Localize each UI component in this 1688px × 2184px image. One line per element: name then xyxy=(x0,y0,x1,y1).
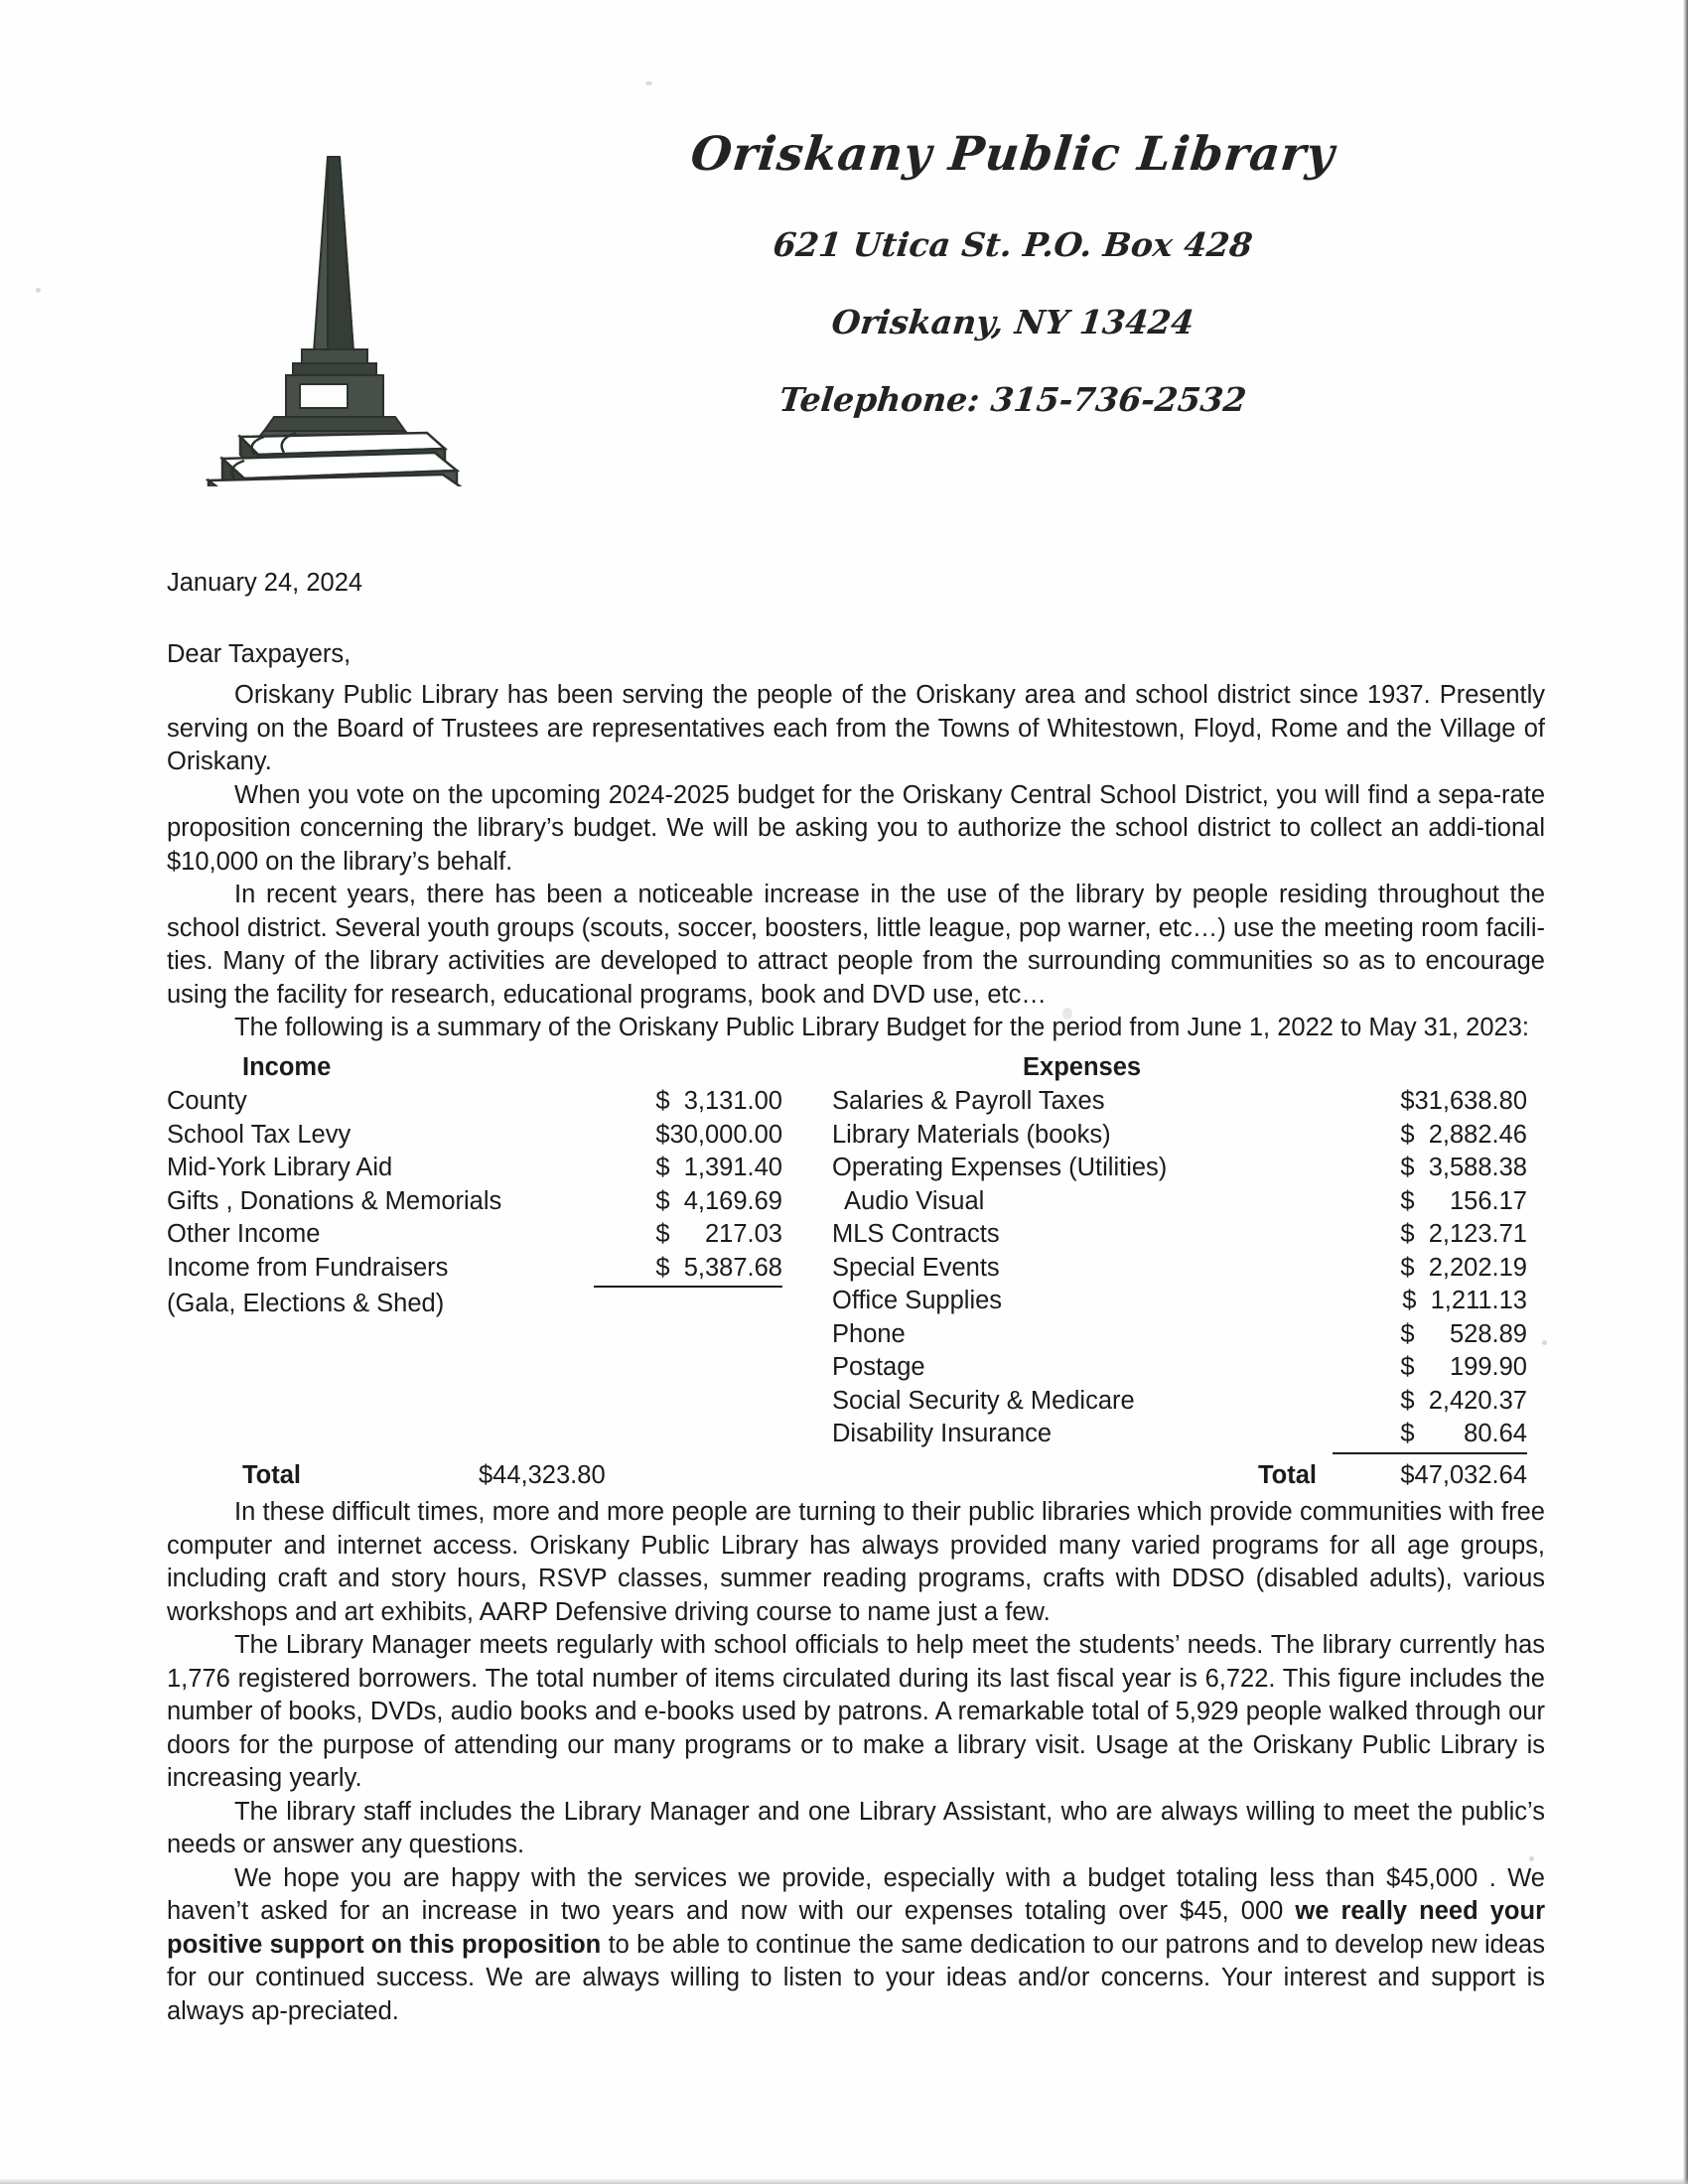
expense-amount: $ 2,882.46 xyxy=(1400,1120,1527,1149)
table-row xyxy=(832,1252,1527,1286)
table-row xyxy=(832,1085,1527,1119)
income-label: Income from Fundraisers xyxy=(167,1253,449,1282)
paragraph-budget-intro: The following is a summary of the Oriskany Public Library Budget for the period from June 1, 2022 to May 31, 2023: xyxy=(234,1014,1529,1041)
budget-summary-table xyxy=(167,1051,1545,1493)
income-label: School Tax Levy xyxy=(167,1120,352,1149)
paragraph-staff: The library staff includes the Library Manager and one Library Assistant, who are always willing to meet the public’s needs or answer any questions. xyxy=(167,1797,1545,1858)
telephone: Telephone: 315-736-2532 xyxy=(776,379,1249,419)
paragraph-usage: In recent years, there has been a noticeable increase in the use of the library by people residing throughout the school district. Several youth groups (scouts, soccer, boosters, little league, pop warner, etc…) use the meeting room facili-ties. Many of the library activities are developed to attract people from the surrounding communities so as to encourage using the facility for research, educational programs, book and DVD use, etc… xyxy=(167,881,1545,1009)
expense-amount: $ 1,211.13 xyxy=(1402,1287,1527,1314)
income-amount: $ 5,387.68 xyxy=(594,1252,782,1289)
expense-label: Office Supplies xyxy=(832,1287,1003,1314)
expense-total-amount: $47,032.64 xyxy=(1400,1460,1527,1489)
income-amount: $ 217.03 xyxy=(655,1220,782,1248)
table-row xyxy=(832,1152,1527,1185)
income-total xyxy=(167,1459,782,1493)
expense-amount: $ 528.89 xyxy=(1400,1319,1527,1348)
expense-amount: $ 80.64 xyxy=(1333,1418,1527,1454)
paragraph-programs: In these difficult times, more and more people are turning to their public libraries which provide communities with free computer and internet access. Oriskany Public Library has always provided many varied programs for all age groups, including craft and story hours, RSVP classes, summer reading programs, crafts with DDSO (disabled adults), various workshops and art exhibits, AARP Defensive driving course to name just a few. xyxy=(167,1498,1545,1626)
expense-total-label: Total xyxy=(1257,1460,1317,1489)
income-label: (Gala, Elections & Shed) xyxy=(167,1290,445,1317)
organization-title: Oriskany Public Library xyxy=(688,127,1337,182)
closing-text-part2: to be able to continue the same dedication to our patrons and to develop new ideas for our continued success. We are always willing to listen to your ideas and/or concerns. Your interest and support is always ap-preciated. xyxy=(167,1930,1545,2025)
closing-text-part1: We hope you are happy with the services we provide, especially with a budget totaling less than $45,000 . We haven’t asked for an increase in two years and now with our expenses totaling over $45, 000 xyxy=(167,1863,1545,1925)
income-label: County xyxy=(167,1087,247,1115)
expense-amount: $31,638.80 xyxy=(1400,1087,1527,1115)
letterhead-text-block xyxy=(655,129,1370,419)
letter-salutation: Dear Taxpayers, xyxy=(167,639,352,668)
income-column xyxy=(167,1051,782,1454)
scan-edge-bottom xyxy=(0,2178,1688,2184)
budget-totals-row xyxy=(167,1459,1545,1493)
income-amount: $ 4,169.69 xyxy=(655,1186,782,1215)
expense-label: Postage xyxy=(832,1353,925,1381)
table-row xyxy=(832,1218,1527,1252)
closing-emphasis: we really need your positive support on this proposition xyxy=(167,1897,1546,1959)
table-row xyxy=(832,1285,1527,1318)
table-row xyxy=(167,1152,782,1185)
expense-amount: $ 3,588.38 xyxy=(1400,1154,1527,1181)
expense-total xyxy=(832,1459,1527,1493)
expense-amount: $ 156.17 xyxy=(1400,1186,1527,1215)
table-row xyxy=(167,1119,782,1153)
income-label: Gifts , Donations & Memorials xyxy=(167,1186,502,1215)
income-label: Other Income xyxy=(167,1220,321,1248)
expense-label: Library Materials (books) xyxy=(832,1120,1111,1149)
table-row xyxy=(832,1318,1527,1352)
scan-speck xyxy=(645,81,652,85)
street-address: 621 Utica St. P.O. Box 428 xyxy=(771,224,1255,264)
income-amount: $30,000.00 xyxy=(655,1120,782,1149)
expense-label: Special Events xyxy=(832,1253,1000,1282)
income-total-amount: $44,323.80 xyxy=(479,1460,606,1489)
letter-date: January 24, 2024 xyxy=(167,569,363,597)
paragraph-proposition: When you vote on the upcoming 2024-2025 budget for the Oriskany Central School District, you will find a sepa-rate proposition concerning the library’s budget. We will be asking you to authorize the school district to collect an addi-tional $10,000 on the library’s behalf. xyxy=(167,780,1545,876)
income-amount: $ 3,131.00 xyxy=(655,1087,782,1115)
expense-amount: $ 2,420.37 xyxy=(1400,1386,1527,1415)
table-row xyxy=(832,1385,1527,1419)
expense-amount: $ 2,123.71 xyxy=(1400,1220,1527,1248)
library-monument-logo-icon xyxy=(179,139,496,486)
paragraph-closing xyxy=(167,1862,1545,2029)
table-row xyxy=(167,1085,782,1119)
expense-label: MLS Contracts xyxy=(832,1220,1000,1248)
letterhead xyxy=(0,119,1688,516)
expense-label: Social Security & Medicare xyxy=(832,1386,1135,1415)
expense-amount: $ 2,202.19 xyxy=(1400,1253,1527,1282)
table-row xyxy=(167,1288,782,1321)
table-row xyxy=(832,1418,1527,1454)
expenses-header: Expenses xyxy=(1023,1052,1142,1081)
income-amount: $ 1,391.40 xyxy=(655,1154,782,1181)
expense-label: Phone xyxy=(832,1319,906,1348)
expenses-column xyxy=(832,1051,1527,1454)
table-row xyxy=(832,1351,1527,1385)
expense-amount: $ 199.90 xyxy=(1400,1353,1527,1381)
income-label: Mid-York Library Aid xyxy=(167,1154,393,1181)
income-header: Income xyxy=(242,1052,332,1081)
table-row xyxy=(832,1185,1527,1219)
paragraph-statistics: The Library Manager meets regularly with school officials to help meet the students’ needs. The library currently has 1,776 registered borrowers. The total number of items circulated during its last fiscal year is 6,722. This figure includes the number of books, DVDs, audio books and e-books used by patrons. A remarkable total of 5,929 people walked through our doors for the purpose of attending our many programs or to make a library visit. Usage at the Oriskany Public Library is increasing yearly. xyxy=(167,1631,1545,1792)
paragraph-history: Oriskany Public Library has been serving the people of the Oriskany area and school district since 1937. Presently serving on the Board of Trustees are representatives each from the Towns of Whitestown, Floyd, Rome and the Village of Oriskany. xyxy=(167,681,1545,775)
letter-body xyxy=(167,571,1545,2028)
table-row xyxy=(832,1119,1527,1153)
table-row xyxy=(167,1252,782,1289)
income-total-label: Total xyxy=(242,1460,302,1489)
expense-label: Disability Insurance xyxy=(832,1420,1053,1447)
city-state-zip: Oriskany, NY 13424 xyxy=(829,302,1196,341)
expense-label: Operating Expenses (Utilities) xyxy=(832,1154,1168,1181)
table-row xyxy=(167,1185,782,1219)
expense-label: Audio Visual xyxy=(844,1186,985,1215)
expense-label: Salaries & Payroll Taxes xyxy=(832,1087,1105,1115)
table-row xyxy=(167,1218,782,1252)
